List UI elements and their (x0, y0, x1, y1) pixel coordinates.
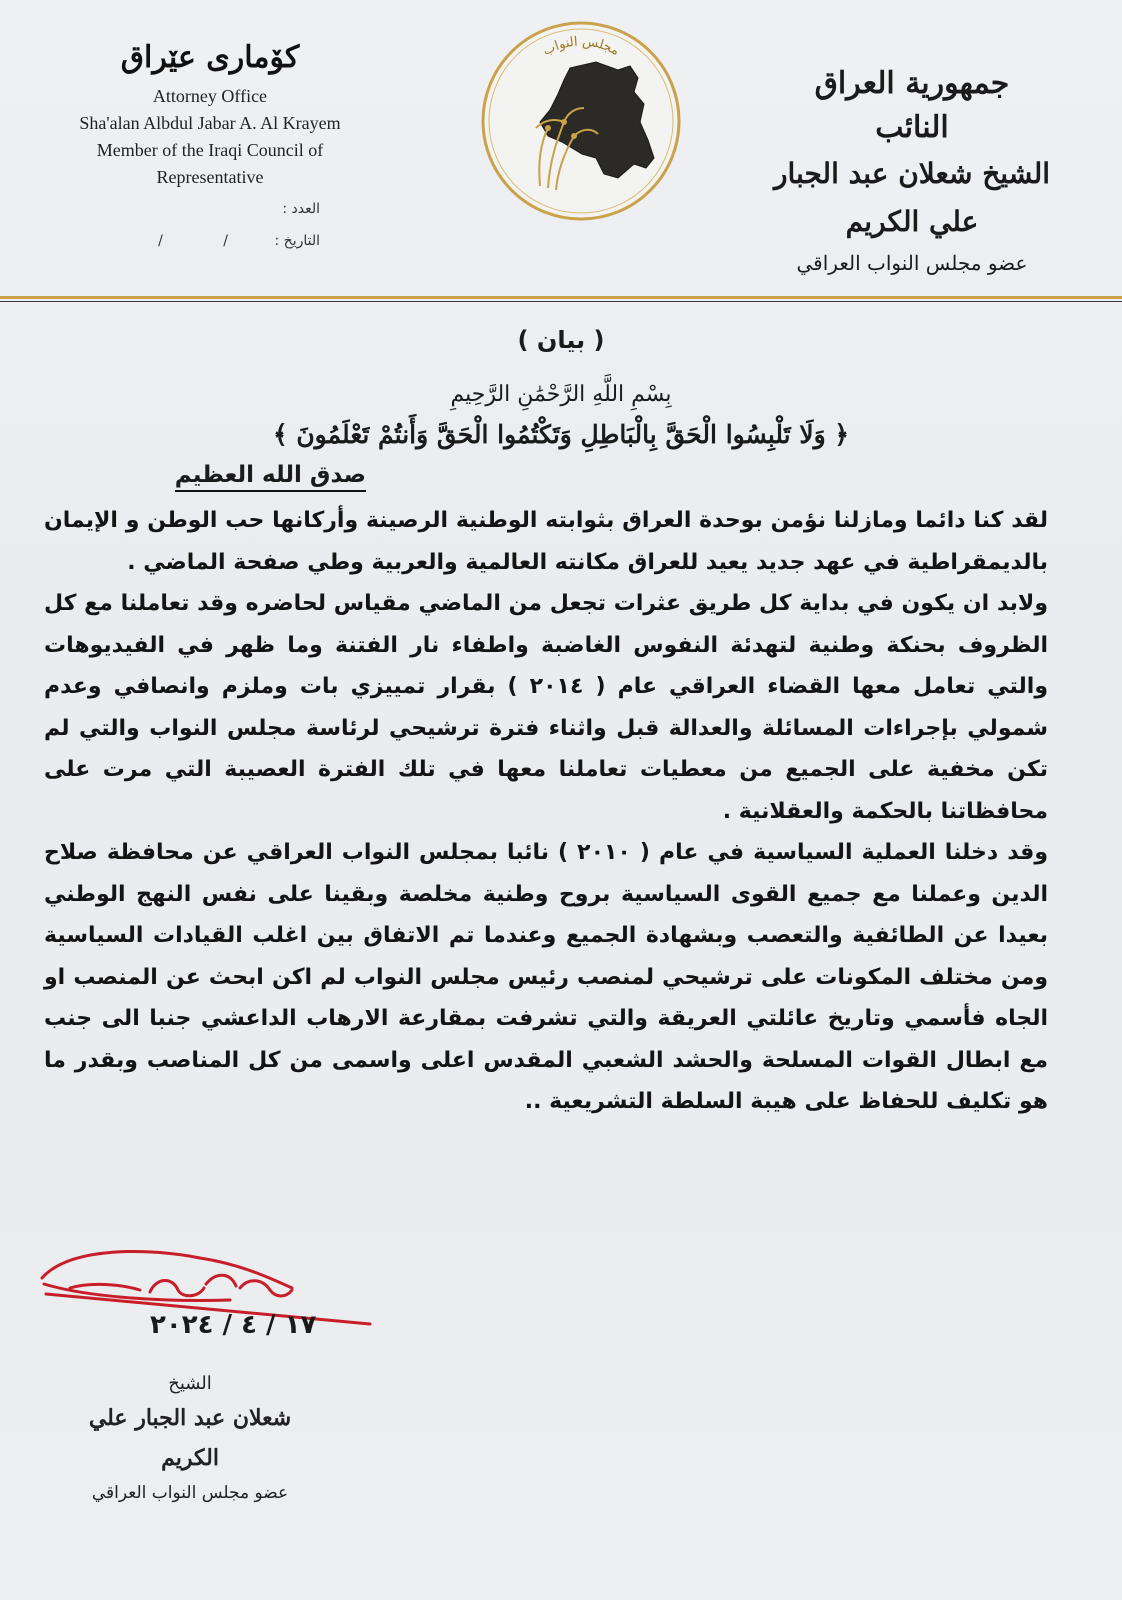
signature-date: ١٧ / ٤ / ٢٠٢٤ (150, 1310, 317, 1340)
signature-role: عضو مجلس النواب العراقي (91, 1483, 289, 1503)
member-line-2: Representative (156, 167, 264, 187)
member-line-1: Member of the Iraqi Council of (96, 140, 324, 160)
paragraph-2: ولابد ان يكون في بداية كل طريق عثرات تجعل من الماضي مقياس لحاضره وقد تعاملنا مع كل الظروف بحنكة وطنية لتهدئة النفوس الغاضبة واطفاء نار الفتنة وما ظهر في الفيديوهات والتي تعامل معها القضاء العراقي عام ( ٢٠١٤ ) بقرار تمييزي بات وملزم وانصافي وعدم شمولي بإجراءات المسائلة والعدالة قبل واثناء فترة ترشيحي لرئاسة مجلس النواب والتي لم تكن مخفية على الجميع من معطيات تعاملنا معها في تلك الفترة العصيبة التي مرت على محافظاتنا بالحكمة والعقلانية . (44, 591, 1048, 824)
paragraph-1: لقد كنا دائما ومازلنا نؤمن بوحدة العراق بثوابته الوطنية الرصينة وأركانها حب الوطن و الإيمان بالديمقراطية في عهد جديد يعيد للعراق مكانته العالمية والعربية وطي صفحة الماضي . (44, 508, 1048, 575)
header-divider-gold (0, 296, 1122, 299)
parliament-emblem (478, 18, 684, 224)
header-right (762, 62, 1062, 280)
header-divider-dark (0, 301, 1122, 302)
number-field (40, 201, 380, 217)
republic-title: جمهورية العراق (814, 66, 1010, 101)
statement-heading: ( بيان ) (517, 326, 605, 354)
emblem-caption: مجلس النواب (540, 34, 622, 60)
date-label: التاريخ : (274, 233, 320, 249)
signature-name: شعلان عبد الجبار علي الكريم (88, 1405, 292, 1471)
signature-block (60, 1370, 320, 1508)
signature-title: الشيخ (168, 1373, 212, 1394)
basmala: بِسْمِ اللَّهِ الرَّحْمَٰنِ الرَّحِيمِ (450, 382, 672, 407)
sadaq-line: صدق الله العظيم (175, 462, 366, 492)
position-title: النائب (875, 110, 949, 145)
statement-body (44, 500, 1048, 1123)
number-label: العدد : (282, 201, 320, 217)
date-value: / / (158, 233, 257, 249)
office-name: Attorney Office (152, 86, 268, 106)
header-left (40, 40, 380, 249)
iraq-map-emblem-icon (478, 18, 684, 224)
member-arabic-role: عضو مجلس النواب العراقي (796, 251, 1028, 275)
quran-verse: ﴿ وَلَا تَلْبِسُوا الْحَقَّ بِالْبَاطِلِ وَتَكْتُمُوا الْحَقَّ وَأَنتُمْ تَعْلَمُونَ ﴾ (272, 420, 850, 449)
kurdish-title: کۆماری عێراق (120, 40, 300, 75)
handwritten-signature-icon (30, 1238, 390, 1358)
member-arabic-name: الشيخ شعلان عبد الجبار علي الكريم (773, 157, 1051, 238)
member-name: Sha'alan Albdul Jabar A. Al Krayem (79, 113, 341, 133)
date-field (40, 233, 380, 249)
paragraph-3: وقد دخلنا العملية السياسية في عام ( ٢٠١٠ ) نائبا بمجلس النواب العراقي عن محافظة صلاح الدين وعملنا مع جميع القوى السياسية بروح وطنية مخلصة وبقينا على نفس النهج الوطني بعيدا عن الطائفية والتعصب وبشهادة الجميع وعندما تم الاتفاق بين اغلب القيادات السياسية ومن مختلف المكونات على ترشيحي لمنصب رئيس مجلس النواب لم اكن ابحث عن المنصب او الجاه فأسمي وتاريخ عائلتي العريقة والتي تشرفت بمقارعة الارهاب الداعشي جنبا الى جنب مع ابطال القوات المسلحة والحشد الشعبي المقدس اعلى واسمى من كل المناصب وبقدر ما هو تكليف للحفاظ على هيبة السلطة التشريعية .. (44, 840, 1048, 1114)
